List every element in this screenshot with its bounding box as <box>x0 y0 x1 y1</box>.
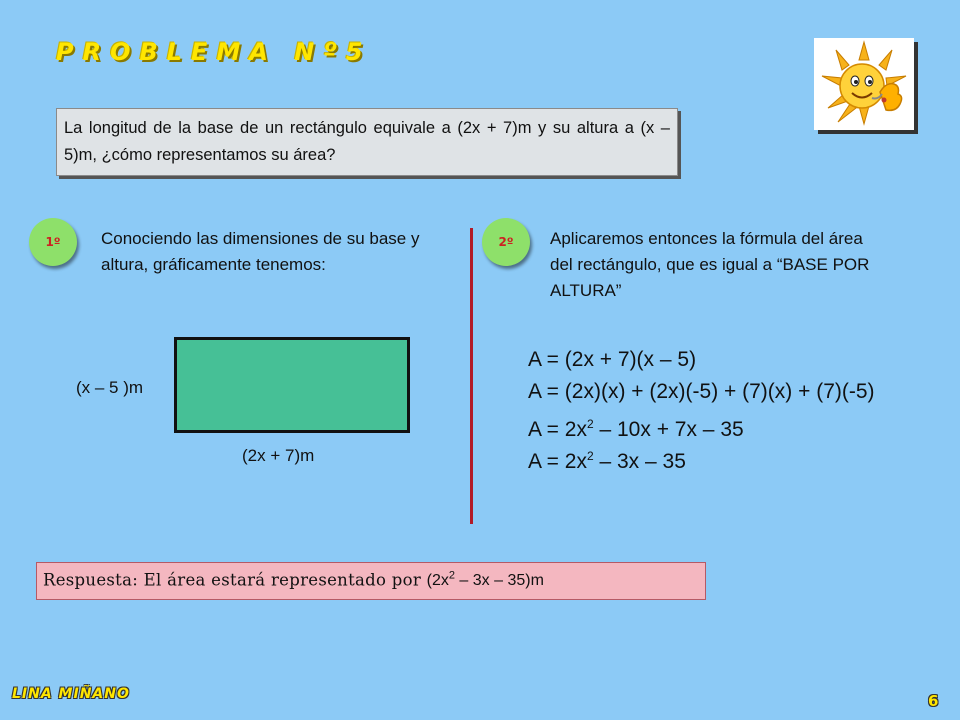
smiling-sun-thumbs-up-icon <box>814 38 914 130</box>
rectangle-figure <box>174 337 410 433</box>
step-1-badge: 1º <box>29 218 77 266</box>
formula-line-3-suffix: – 10x + 7x – 35 <box>593 418 744 441</box>
step-2-text: Aplicaremos entonces la fórmula del área del rectángulo, que es igual a “BASE POR ALTURA” <box>550 229 870 300</box>
answer-expression-suffix: – 3x – 35)m <box>454 572 544 590</box>
answer-expression <box>427 572 544 589</box>
formula-line-2: A = (2x)(x) + (2x)(-5) + (7)(x) + (7)(-5) <box>528 380 875 403</box>
answer-box <box>36 562 706 600</box>
step-2-badge: 2º <box>482 218 530 266</box>
answer-expression-exponent: 2 <box>448 570 455 582</box>
rectangle-height-label: (x – 5 )m <box>76 378 144 397</box>
answer-label: Respuesta: El área estará representado por <box>43 570 427 590</box>
slide-title: PROBLEMA Nº5 <box>56 38 372 66</box>
formula-line-4 <box>528 440 686 478</box>
formula-line-4-suffix: – 3x – 35 <box>593 450 686 473</box>
formula-line-1: A = (2x + 7)(x – 5) <box>528 348 697 371</box>
problem-statement-box <box>56 108 678 176</box>
vertical-divider <box>470 228 473 524</box>
formula-line-4-prefix: A = 2x <box>528 450 587 473</box>
problem-statement-text: La longitud de la base de un rectángulo equivale a (2x + 7)m y su altura a (x – 5)m, ¿cómo representamos su área? <box>64 119 670 164</box>
author-name: LINA MIÑANO <box>12 686 130 702</box>
sun-image-frame <box>814 38 914 130</box>
answer-expression-prefix: (2x <box>426 572 449 590</box>
page-number: 6 <box>928 692 939 710</box>
rectangle-base-label: (2x + 7)m <box>242 446 315 465</box>
step-1-text: Conociendo las dimensiones de su base y altura, gráficamente tenemos: <box>101 229 420 274</box>
formula-line-4-exponent: 2 <box>586 449 594 463</box>
formula-line-3-exponent: 2 <box>586 417 594 431</box>
formula-line-3-prefix: A = 2x <box>528 418 587 441</box>
